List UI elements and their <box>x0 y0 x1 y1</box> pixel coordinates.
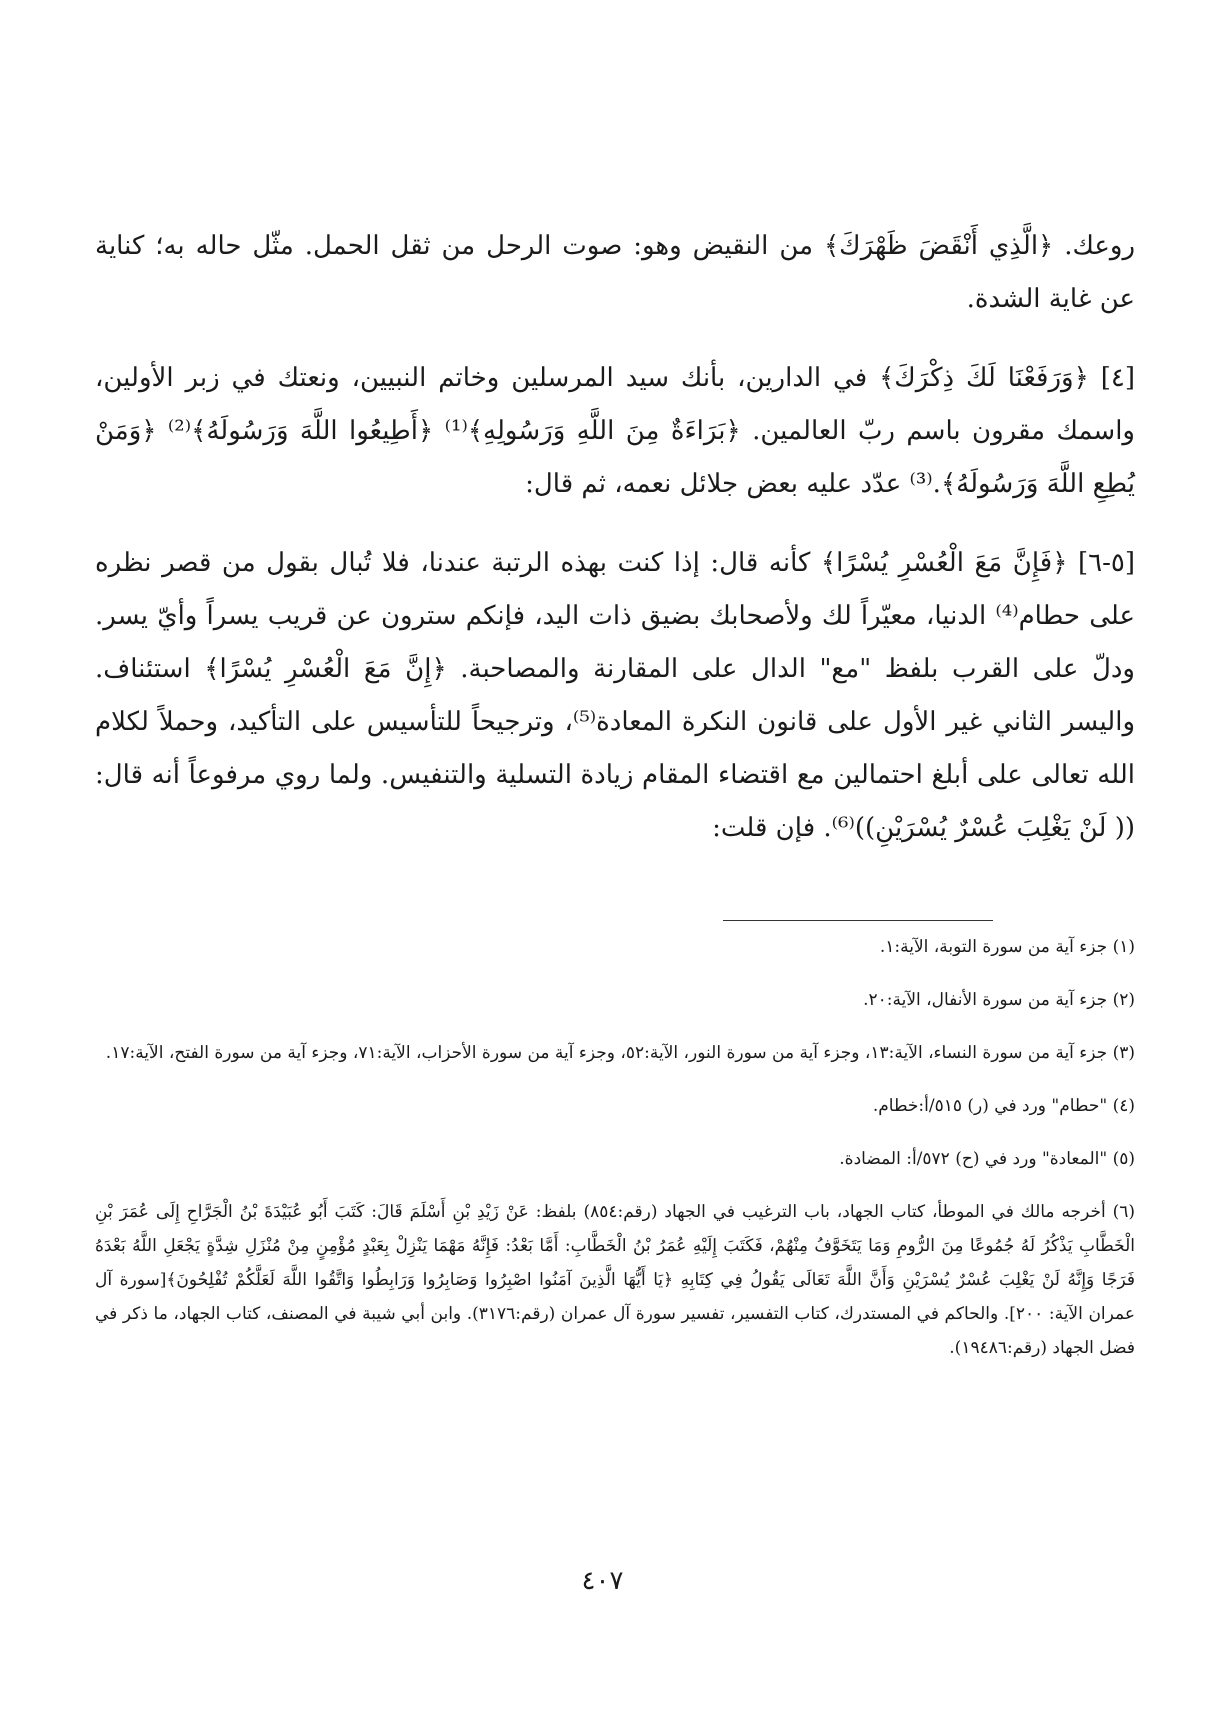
paragraph-1: روعك. ﴿الَّذِي أَنْقَضَ ظَهْرَكَ﴾ من النقيض وهو: صوت الرحل من ثقل الحمل. مثّل حاله به؛ كناية عن غاية الشدة. <box>95 231 1135 314</box>
paragraph-verses-5-6: [٥-٦] ﴿فَإِنَّ مَعَ الْعُسْرِ يُسْرًا﴾ كأنه قال: إذا كنت بهذه الرتبة عندنا، فلا تُبال بقول من قصر نظره على حطام⁽⁴⁾ الدنيا، معيّراً لك ولأصحابك بضيق ذات اليد، فإنكم سترون عن قريب يسراً وأيّ يسر. ودلّ على القرب بلفظ "مع" الدال على المقارنة والمصاحبة. ﴿إِنَّ مَعَ الْعُسْرِ يُسْرًا﴾ استئناف. واليسر الثاني غير الأول على قانون النكرة المعادة⁽⁵⁾، وترجيحاً للتأسيس على التأكيد، وحملاً لكلام الله تعالى على أبلغ احتمالين مع اقتضاء المقام زيادة التسلية والتنفيس. ولما روي مرفوعاً أنه قال: (( لَنْ يَغْلِبَ عُسْرٌ يُسْرَيْنِ))⁽⁶⁾. فإن قلت: <box>95 548 1135 843</box>
footnote-2: (٢) جزء آية من سورة الأنفال، الآية:٢٠. <box>863 990 1135 1010</box>
footnote-6: (٦) أخرجه مالك في الموطأ، كتاب الجهاد، باب الترغيب في الجهاد (رقم:٨٥٤) بلفظ: عَنْ زَيْدِ بْنِ أَسْلَمَ قَالَ: كَتَبَ أَبُو عُبَيْدَةَ بْنُ الْجَرَّاحِ إِلَى عُمَرَ بْنِ الْخَطَّابِ يَذْكُرُ لَهُ جُمُوعًا مِنَ الرُّومِ وَمَا يَتَخَوَّفُ مِنْهُمْ، فَكَتَبَ إِلَيْهِ عُمَرُ بْنُ الْخَطَّابِ: أَمَّا بَعْدُ: فَإِنَّهُ مَهْمَا يَنْزِلْ بِعَبْدٍ مُؤْمِنٍ مِنْ مُنْزَلِ شِدَّةٍ يَجْعَلِ اللَّهُ بَعْدَهُ فَرَجًا وَإِنَّهُ لَنْ يَغْلِبَ عُسْرٌ يُسْرَيْنِ وَأَنَّ اللَّهَ تَعَالَى يَقُولُ فِي كِتَابِهِ ﴿يَا أَيُّهَا الَّذِينَ آمَنُوا اصْبِرُوا وَصَابِرُوا وَرَابِطُوا وَاتَّقُوا اللَّهَ لَعَلَّكُمْ تُفْلِحُونَ﴾[سورة آل عمران الآية: ٢٠٠]. والحاكم في المستدرك، كتاب التفسير، تفسير سورة آل عمران (رقم:٣١٧٦). وابن أبي شيبة في المصنف، كتاب الجهاد، ما ذكر في فضل الجهاد (رقم:١٩٤٨٦). <box>95 1202 1135 1358</box>
footnote-5: (٥) "المعادة" ورد في (ح) ٥٧٢/أ: المضادة. <box>839 1149 1135 1169</box>
footnote-3: (٣) جزء آية من سورة النساء، الآية:١٣، وجزء آية من سورة النور، الآية:٥٢، وجزء آية من سورة الأحزاب، الآية:٧١، وجزء آية من سورة الفتح، الآية:١٧. <box>105 1043 1135 1063</box>
main-text <box>95 220 1135 855</box>
footnote-1: (١) جزء آية من سورة التوبة، الآية:١. <box>879 937 1135 957</box>
footnote-separator <box>723 920 993 921</box>
footnotes <box>95 930 1135 1381</box>
footnote-4: (٤) "حطام" ورد في (ر) ٥١٥/أ:خطام. <box>872 1096 1135 1116</box>
paragraph-verse-4: [٤] ﴿وَرَفَعْنَا لَكَ ذِكْرَكَ﴾ في الدارين، بأنك سيد المرسلين وخاتم النبيين، ونعتك في زبر الأولين، واسمك مقرون باسم ربّ العالمين. ﴿بَرَاءَةٌ مِنَ اللَّهِ وَرَسُولِهِ﴾⁽¹⁾ ﴿أَطِيعُوا اللَّهَ وَرَسُولَهُ﴾⁽²⁾ ﴿وَمَنْ يُطِعِ اللَّهَ وَرَسُولَهُ﴾.⁽³⁾ عدّد عليه بعض جلائل نعمه، ثم قال: <box>95 363 1135 499</box>
page-number: ٤٠٧ <box>581 1566 624 1596</box>
